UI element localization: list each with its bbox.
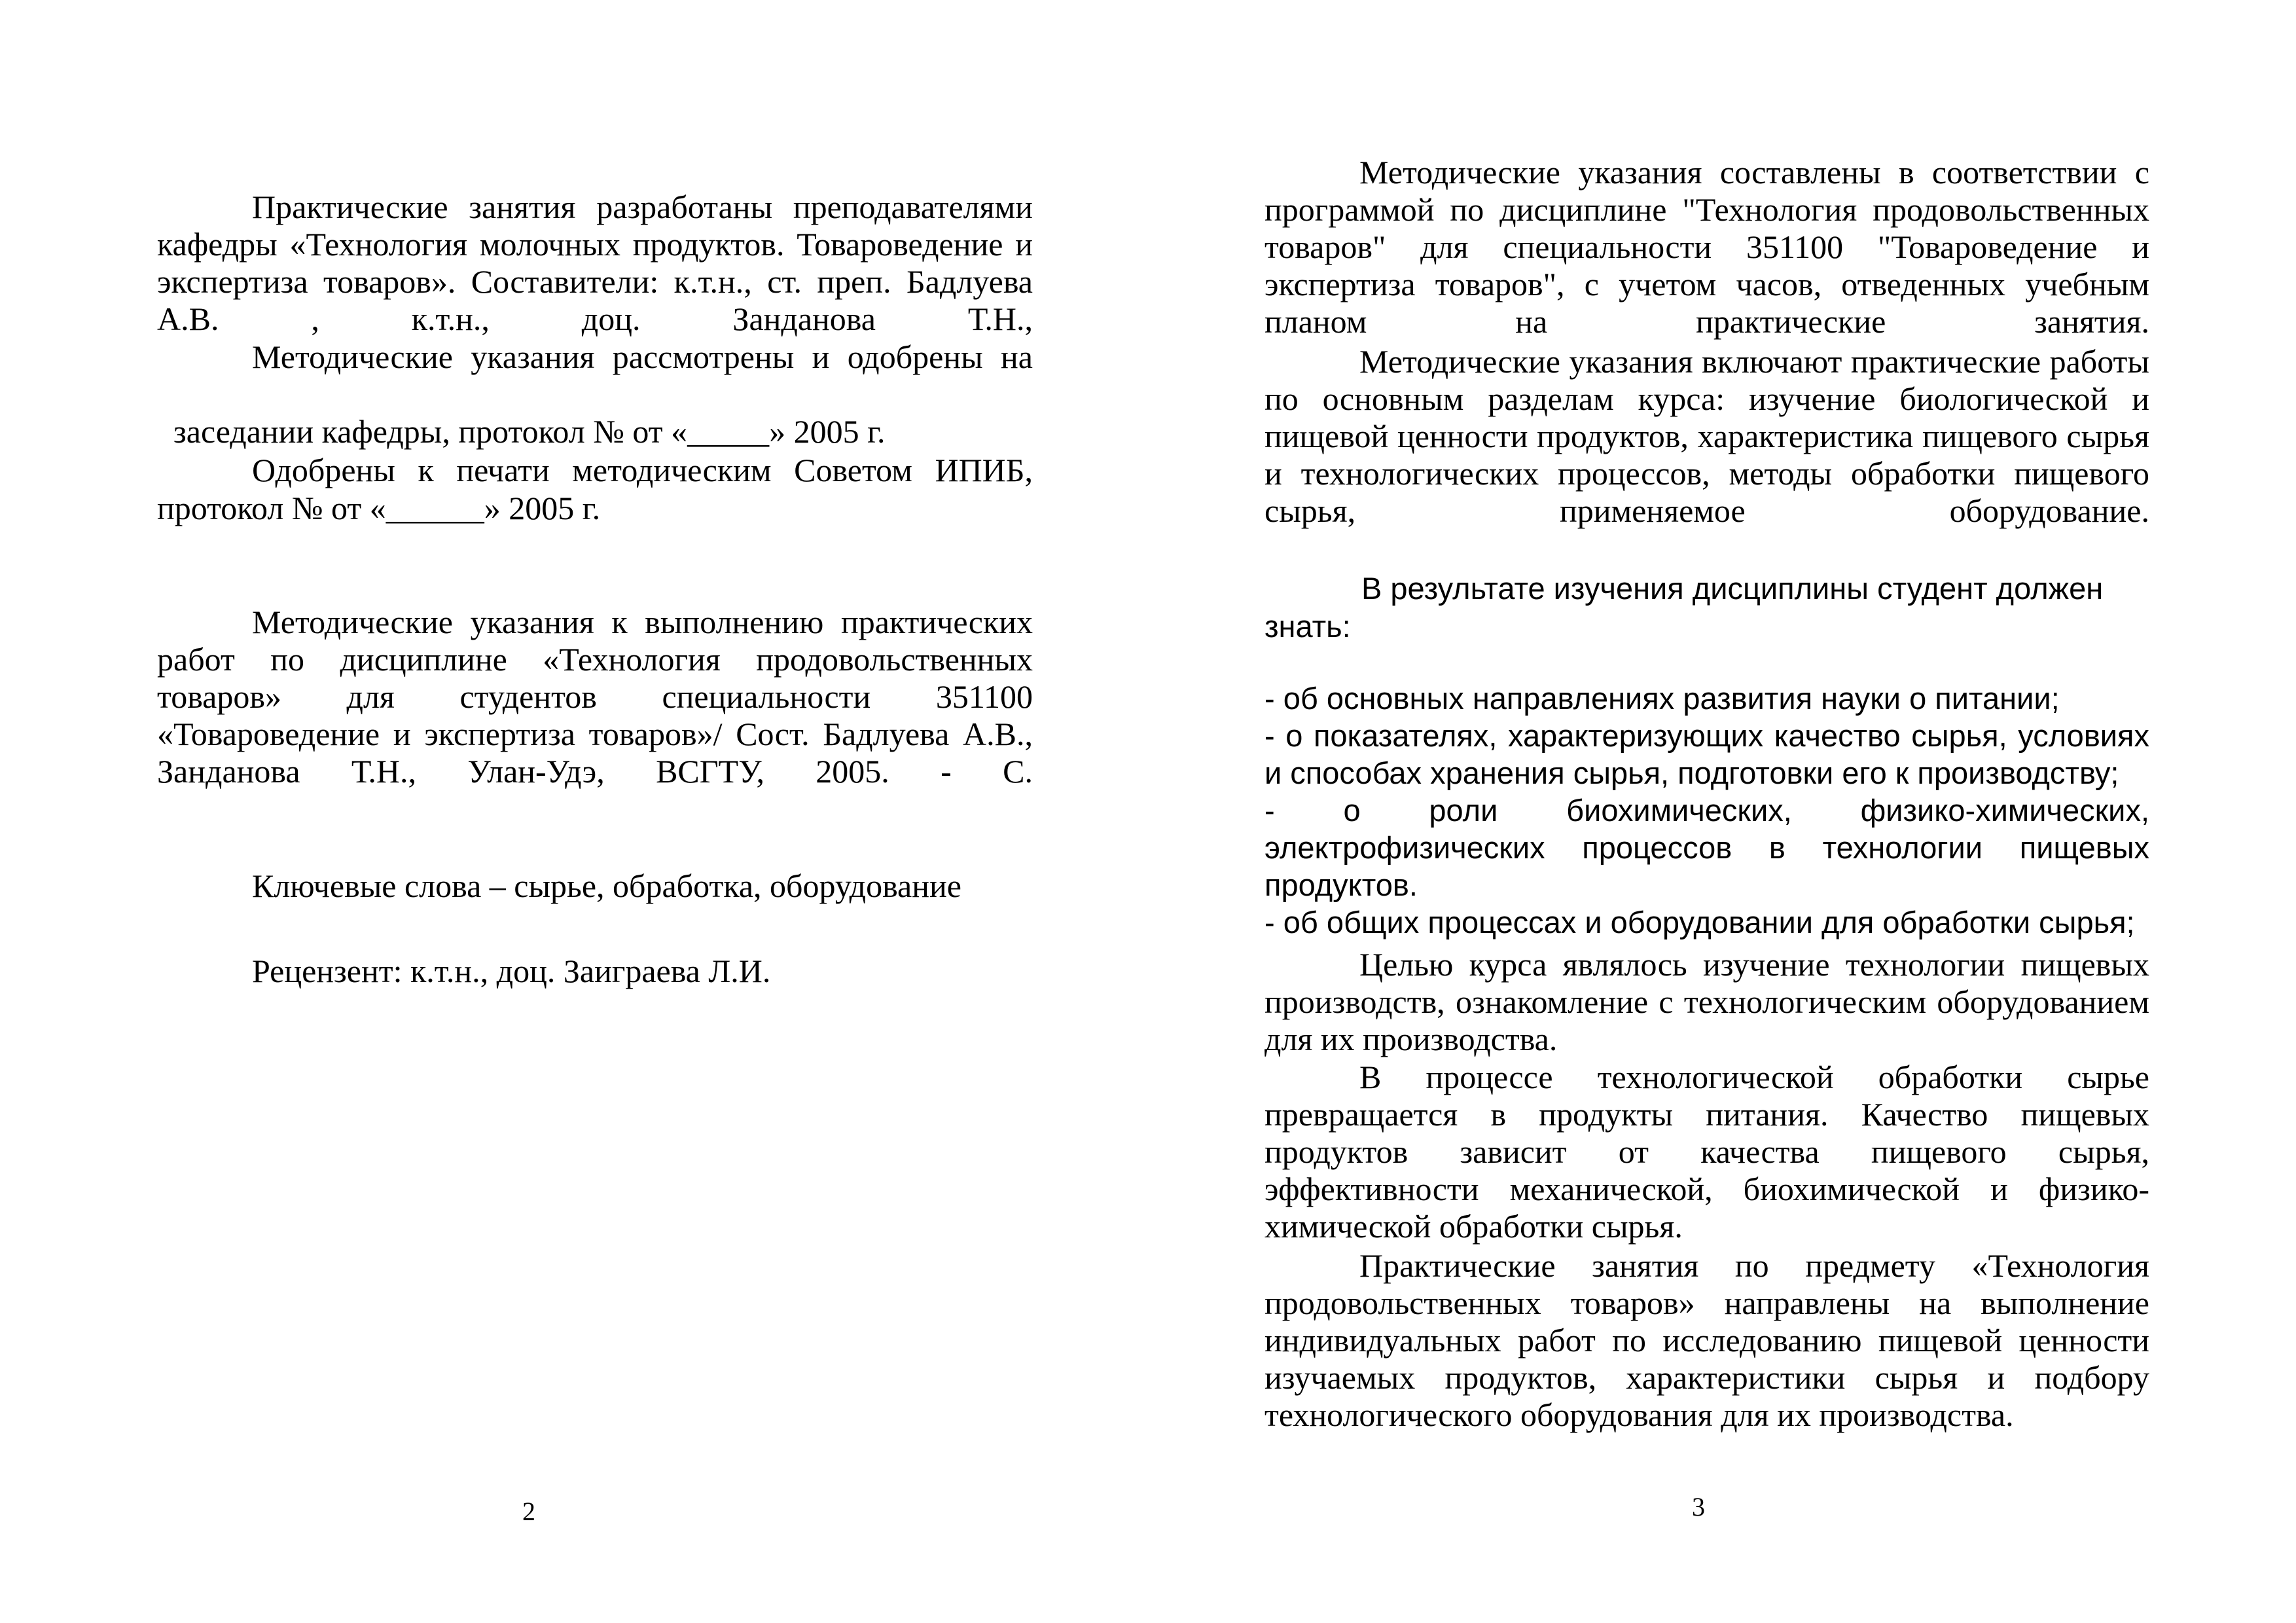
page-number-right: 3 bbox=[1692, 1492, 1705, 1522]
council-line-1: Одобрены к печати методическим Советом ИПИБ, bbox=[252, 452, 1033, 488]
intro-paragraph: Практические занятия разработаны преподавателями кафедры «Технология молочных продуктов. Товароведение и экспертиза товаров». Составители: к.т.н., ст. преп. Бадлуева А.В. , к.т.н., доц. Занданова Т.Н., bbox=[157, 189, 1033, 337]
council-line-2: протокол № от «______» 2005 г. bbox=[157, 490, 601, 526]
knowledge-item: - о роли биохимических, физико-химических, электрофизических процессов в технологии пищевых продуктов. bbox=[1265, 793, 2149, 902]
knowledge-item: - об основных направлениях развития науки о питании; bbox=[1265, 681, 2060, 716]
para-process: В процессе технологической обработки сырье превращается в продукты питания. Качество пищевых продуктов зависит от качества пищевого сырья, эффективности механической, биохимической и физико-химической обработки сырья. bbox=[1265, 1059, 2149, 1245]
approval-line-2 bbox=[157, 376, 1033, 450]
page-number-left: 2 bbox=[522, 1497, 535, 1526]
reviewer-line: Рецензент: к.т.н., доц. Заиграева Л.И. bbox=[252, 953, 771, 989]
result-heading-cont: знать: bbox=[1265, 609, 1351, 644]
approval-line-1: Методические указания рассмотрены и одобрены на bbox=[252, 338, 1033, 375]
para-practical: Практические занятия по предмету «Технология продовольственных товаров» направлены на выполнение индивидуальных работ по исследованию пищевой ценности изучаемых продуктов, характеристики сырья и подбору технологического оборудования для их производства. bbox=[1265, 1247, 2149, 1433]
knowledge-item: - об общих процессах и оборудовании для обработки сырья; bbox=[1265, 905, 2135, 939]
knowledge-list bbox=[1265, 680, 2149, 941]
keywords-line: Ключевые слова – сырье, обработка, оборудование bbox=[252, 867, 961, 904]
approval-line-2-text: заседании кафедры, протокол № от «_____» 2005 г. bbox=[173, 413, 886, 450]
knowledge-item: - о показателях, характеризующих качество сырья, условиях и способах хранения сырья, подготовки его к производству; bbox=[1265, 718, 2149, 790]
citation-paragraph: Методические указания к выполнению практических работ по дисциплине «Технология продовольственных товаров» для студентов специальности 351100 «Товароведение и экспертиза товаров»/ Сост. Бадлуева А.В., Занданова Т.Н., Улан-Удэ, ВСГТУ, 2005. - С. bbox=[157, 604, 1033, 790]
para-compiled: Методические указания составлены в соответствии с программой по дисциплине "Технология продовольственных товаров" для специальности 351100 "Товароведение и экспертиза товаров", с учетом часов, отведенных учебным планом на практические занятия. bbox=[1265, 154, 2149, 340]
para-includes: Методические указания включают практические работы по основным разделам курса: изучение биологической и пищевой ценности продуктов, характеристика пищевого сырья и технологических процессов, методы обработки пищевого сырья, применяемое оборудование. bbox=[1265, 343, 2149, 529]
para-goal: Целью курса являлось изучение технологии пищевых производств, ознакомление с технологическим оборудованием для их производства. bbox=[1265, 946, 2149, 1057]
result-heading: В результате изучения дисциплины студент должен bbox=[1361, 571, 2104, 606]
